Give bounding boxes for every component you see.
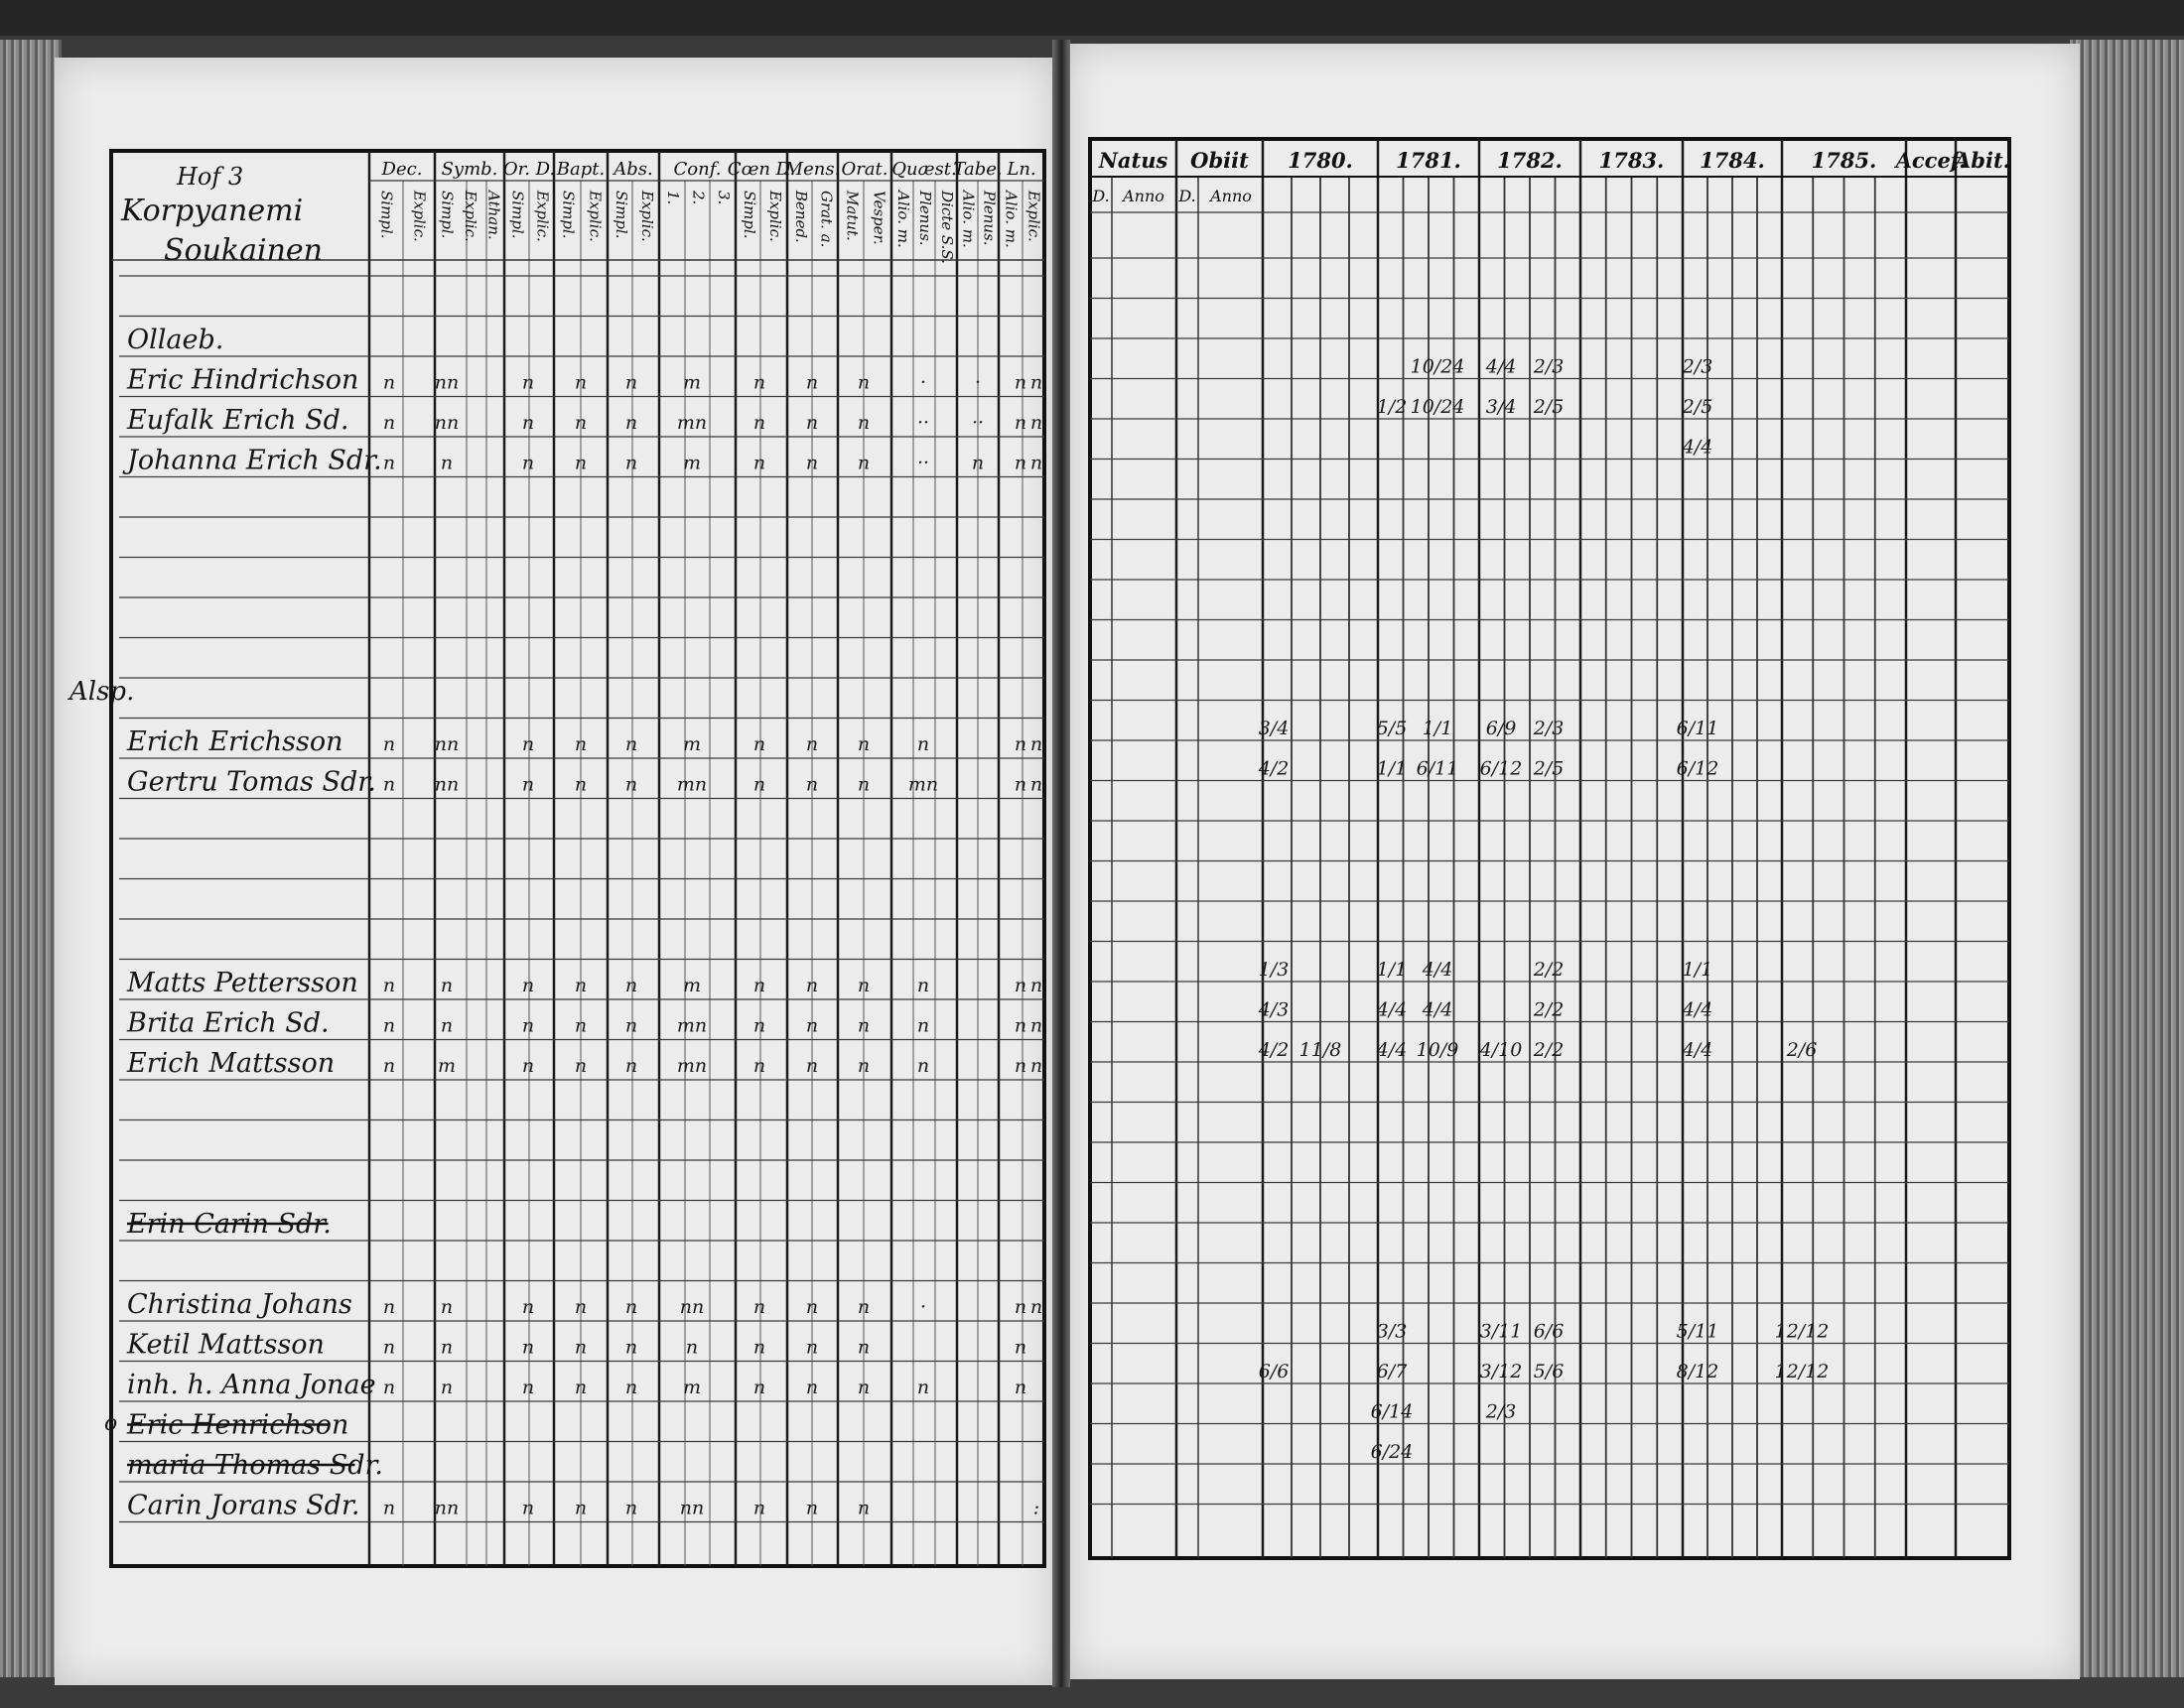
catechism-mark: ·· xyxy=(971,412,985,434)
right-column-header: 1781. xyxy=(1396,148,1461,173)
year-entry: 4/4 xyxy=(1376,998,1408,1021)
catechism-mark: n xyxy=(752,1296,766,1318)
catechism-mark: m xyxy=(682,975,702,996)
catechism-mark: n xyxy=(857,1336,871,1359)
year-entry: 2/2 xyxy=(1533,1039,1565,1061)
year-entry: 3/12 xyxy=(1479,1361,1523,1382)
catechism-mark: nn xyxy=(434,412,460,434)
person-name: Ollaeb. xyxy=(127,325,224,355)
year-entry: 12/12 xyxy=(1774,1320,1830,1343)
catechism-mark: n xyxy=(857,1014,871,1037)
year-entry: 6/14 xyxy=(1370,1400,1414,1423)
column-header-sub: Plenus. xyxy=(980,191,999,246)
catechism-mark: n xyxy=(857,1377,871,1398)
person-name: Johanna Erich Sdr. xyxy=(127,445,382,476)
catechism-mark: n xyxy=(1014,975,1027,996)
year-entry: 4/4 xyxy=(1682,998,1713,1021)
catechism-mark: m xyxy=(682,1377,702,1398)
column-header-sub: Vesper. xyxy=(870,191,888,245)
right-column-header: Natus xyxy=(1098,148,1168,173)
catechism-mark: n xyxy=(857,452,871,474)
right-subheader: Anno xyxy=(1123,187,1164,205)
column-header-sub: Explic. xyxy=(638,191,656,242)
column-header-sub: Explic. xyxy=(1024,191,1043,242)
catechism-mark: n xyxy=(521,1497,535,1519)
catechism-mark: n xyxy=(1029,371,1043,394)
catechism-mark: n xyxy=(805,1055,819,1077)
catechism-mark: n xyxy=(382,1296,396,1318)
year-entry: 4/4 xyxy=(1422,998,1453,1021)
year-entry: 2/3 xyxy=(1682,355,1713,378)
column-header-top: Bapt. xyxy=(556,159,606,180)
catechism-mark: n xyxy=(574,733,588,755)
column-header-top: Or. D. xyxy=(502,159,556,180)
catechism-mark: mn xyxy=(676,773,708,796)
person-name: Erich Erichsson xyxy=(127,726,343,757)
right-subheader: D. xyxy=(1092,187,1110,205)
right-column-header: 1783. xyxy=(1598,148,1665,173)
year-entry: 4/4 xyxy=(1485,355,1517,378)
catechism-mark: n xyxy=(382,412,396,434)
year-entry: 5/11 xyxy=(1676,1320,1719,1343)
catechism-mark: n xyxy=(752,1336,766,1359)
catechism-mark: n xyxy=(574,1014,588,1037)
catechism-mark: n xyxy=(971,452,985,474)
catechism-mark: n xyxy=(382,452,396,474)
year-entry: 2/5 xyxy=(1682,396,1713,418)
person-name: Erich Mattsson xyxy=(127,1048,336,1079)
catechism-mark: n xyxy=(805,1296,819,1318)
catechism-mark: n xyxy=(685,1336,699,1359)
catechism-mark: mn xyxy=(676,1055,708,1077)
catechism-mark: n xyxy=(574,1296,588,1318)
column-header-sub: Explic. xyxy=(586,191,605,242)
catechism-mark: n xyxy=(521,1377,535,1398)
catechism-mark: n xyxy=(916,1377,930,1398)
catechism-mark: n xyxy=(752,975,766,996)
year-entry: 6/11 xyxy=(1416,757,1459,780)
person-name: Erin Carin Sdr. xyxy=(127,1209,332,1240)
catechism-mark: n xyxy=(1029,733,1043,755)
column-header-sub: Simpl. xyxy=(741,191,758,239)
catechism-mark: n xyxy=(857,371,871,394)
catechism-mark: n xyxy=(1014,773,1027,796)
catechism-mark: n xyxy=(752,371,766,394)
year-entry: 3/11 xyxy=(1479,1320,1523,1343)
catechism-mark: m xyxy=(437,1055,457,1077)
catechism-mark: n xyxy=(624,412,638,434)
column-header-sub: Explic. xyxy=(766,191,784,242)
catechism-mark: n xyxy=(805,733,819,755)
catechism-mark: n xyxy=(1029,975,1043,996)
title-line-3: Soukainen xyxy=(164,233,323,268)
year-entry: 4/4 xyxy=(1422,959,1453,981)
column-header-sub: Explic. xyxy=(533,191,552,242)
catechism-mark: · xyxy=(919,371,927,394)
year-entry: 8/12 xyxy=(1676,1361,1719,1382)
catechism-mark: n xyxy=(1014,412,1027,434)
catechism-mark: n xyxy=(805,371,819,394)
column-header-sub: 2. xyxy=(689,191,708,205)
catechism-mark: n xyxy=(805,1377,819,1398)
year-entry: 4/4 xyxy=(1376,1039,1408,1061)
catechism-mark: nn xyxy=(434,773,460,796)
year-entry: 2/3 xyxy=(1533,718,1565,739)
catechism-mark: n xyxy=(382,1377,396,1398)
margin-note-o: o xyxy=(104,1411,118,1436)
year-entry: 10/24 xyxy=(1410,396,1465,418)
column-header-top: Abs. xyxy=(614,159,653,180)
catechism-mark: n xyxy=(805,1336,819,1359)
column-header-sub: Alio. m. xyxy=(959,191,978,248)
year-entry: 1/3 xyxy=(1258,959,1290,981)
column-header-sub: Simpl. xyxy=(377,191,396,239)
right-subheader: Anno xyxy=(1210,187,1252,205)
catechism-mark: n xyxy=(574,1497,588,1519)
column-header-sub: Plenus. xyxy=(916,191,934,246)
year-entry: 1/1 xyxy=(1682,959,1713,981)
catechism-mark: n xyxy=(574,1377,588,1398)
year-entry: 6/7 xyxy=(1376,1361,1408,1382)
year-entry: 10/9 xyxy=(1416,1039,1459,1061)
catechism-mark: n xyxy=(1029,412,1043,434)
catechism-mark: n xyxy=(624,1377,638,1398)
catechism-mark: n xyxy=(574,371,588,394)
catechism-mark: m xyxy=(682,452,702,474)
column-header-sub: Simpl. xyxy=(438,191,457,239)
margin-note-alsp: Alsp. xyxy=(69,677,135,707)
right-column-header: 1785. xyxy=(1811,148,1877,173)
catechism-mark: n xyxy=(521,1014,535,1037)
catechism-mark: ·· xyxy=(916,452,930,474)
right-column-header: Obiit xyxy=(1190,148,1249,173)
column-header-sub: 3. xyxy=(715,191,734,205)
catechism-mark: n xyxy=(916,1014,930,1037)
catechism-mark: n xyxy=(1014,452,1027,474)
catechism-mark: n xyxy=(624,1497,638,1519)
person-name: inh. h. Anna Jonae xyxy=(127,1370,376,1400)
catechism-mark: n xyxy=(805,452,819,474)
catechism-mark: mn xyxy=(676,1014,708,1037)
catechism-mark: n xyxy=(857,412,871,434)
catechism-mark: n xyxy=(1029,1055,1043,1077)
year-entry: 2/6 xyxy=(1786,1039,1818,1061)
person-name: Eufalk Erich Sd. xyxy=(127,405,349,436)
year-entry: 4/2 xyxy=(1258,1039,1290,1061)
column-header-top: Orat. xyxy=(841,159,888,180)
catechism-mark: n xyxy=(382,975,396,996)
column-header-sub: Simpl. xyxy=(613,191,630,239)
catechism-mark: n xyxy=(382,733,396,755)
catechism-mark: n xyxy=(805,773,819,796)
catechism-mark: n xyxy=(857,1055,871,1077)
catechism-mark: m xyxy=(682,371,702,394)
year-entry: 6/12 xyxy=(1676,757,1719,780)
catechism-mark: n xyxy=(521,733,535,755)
catechism-mark: n xyxy=(805,1497,819,1519)
catechism-mark: · xyxy=(919,1296,927,1318)
catechism-mark: n xyxy=(857,733,871,755)
catechism-mark: n xyxy=(624,975,638,996)
catechism-mark: nn xyxy=(434,371,460,394)
right-column-header: Accef. xyxy=(1895,148,1967,173)
catechism-mark: n xyxy=(752,412,766,434)
catechism-mark: n xyxy=(624,1014,638,1037)
column-header-sub: Matut. xyxy=(843,191,862,241)
year-entry: 6/6 xyxy=(1533,1320,1565,1343)
catechism-mark: n xyxy=(574,773,588,796)
catechism-mark: n xyxy=(752,733,766,755)
catechism-mark: n xyxy=(382,1014,396,1037)
catechism-mark: n xyxy=(521,412,535,434)
year-entry: 3/3 xyxy=(1376,1320,1408,1343)
catechism-mark: n xyxy=(916,1055,930,1077)
catechism-mark: n xyxy=(440,1014,454,1037)
year-entry: 2/3 xyxy=(1533,355,1565,378)
catechism-marks xyxy=(383,372,1042,1519)
catechism-mark: n xyxy=(521,371,535,394)
column-header-sub: 1. xyxy=(663,191,682,205)
catechism-mark: nn xyxy=(434,1497,460,1519)
year-entry: 2/5 xyxy=(1533,757,1565,780)
catechism-mark: n xyxy=(1029,1014,1043,1037)
catechism-mark: nn xyxy=(679,1296,705,1318)
year-entry: 2/2 xyxy=(1533,998,1565,1021)
catechism-mark: n xyxy=(624,773,638,796)
year-entry: 6/24 xyxy=(1370,1441,1414,1463)
catechism-mark: n xyxy=(440,975,454,996)
catechism-mark: n xyxy=(382,1497,396,1519)
year-entry: 1/1 xyxy=(1376,959,1408,981)
year-entry: 1/1 xyxy=(1422,718,1453,739)
catechism-mark: n xyxy=(521,1055,535,1077)
year-entry: 6/11 xyxy=(1676,718,1719,739)
column-header-top: Dec. xyxy=(381,159,423,180)
catechism-mark: n xyxy=(1014,1296,1027,1318)
catechism-mark: n xyxy=(440,452,454,474)
year-entry: 12/12 xyxy=(1774,1361,1830,1382)
right-column-header: 1784. xyxy=(1700,148,1765,173)
catechism-mark: n xyxy=(857,975,871,996)
catechism-mark: n xyxy=(1014,1055,1027,1077)
catechism-mark: n xyxy=(752,1377,766,1398)
year-entry: 5/6 xyxy=(1533,1361,1565,1382)
catechism-mark: n xyxy=(574,1055,588,1077)
year-entry: 10/24 xyxy=(1410,355,1465,378)
column-header-sub: Explic. xyxy=(462,191,479,242)
year-entry: 6/12 xyxy=(1479,757,1523,780)
catechism-mark: n xyxy=(1014,1377,1027,1398)
catechism-mark: n xyxy=(624,1055,638,1077)
catechism-mark: n xyxy=(752,452,766,474)
catechism-mark: n xyxy=(624,371,638,394)
person-names xyxy=(122,325,383,1521)
right-column-header: 1782. xyxy=(1497,148,1563,173)
year-entries xyxy=(1258,356,1830,1464)
column-header-top: Symb. xyxy=(441,159,498,180)
year-entry: 4/2 xyxy=(1258,757,1290,780)
year-entry: 6/6 xyxy=(1258,1361,1290,1382)
column-header-sub: Alio. m. xyxy=(1002,191,1021,248)
catechism-mark: n xyxy=(1029,1296,1043,1318)
catechism-mark: n xyxy=(1014,733,1027,755)
catechism-mark: n xyxy=(752,1014,766,1037)
catechism-mark: n xyxy=(521,1296,535,1318)
year-entry: 11/8 xyxy=(1298,1039,1342,1061)
catechism-mark: n xyxy=(574,412,588,434)
right-column-header: Abit. xyxy=(1955,148,2010,173)
catechism-mark: m xyxy=(682,733,702,755)
column-header-top: Cœn D. xyxy=(727,159,796,180)
right-column-header: 1780. xyxy=(1288,148,1353,173)
column-header-sub: Simpl. xyxy=(559,191,578,239)
year-entry: 4/10 xyxy=(1479,1039,1523,1061)
catechism-mark: n xyxy=(382,1336,396,1359)
year-entry: 2/5 xyxy=(1533,396,1565,418)
column-header-top: Mens. xyxy=(784,159,841,180)
column-header-top: Ln. xyxy=(1007,159,1036,180)
column-header-sub: Bened. xyxy=(791,191,810,243)
title-line-1: Hof 3 xyxy=(177,163,244,191)
person-name: maria Thomas Sdr. xyxy=(127,1450,384,1481)
year-entry: 1/2 xyxy=(1376,396,1408,418)
year-entry: 5/5 xyxy=(1376,718,1408,739)
right-table-border xyxy=(1090,139,2009,1558)
catechism-mark: n xyxy=(1014,371,1027,394)
catechism-mark: n xyxy=(382,1055,396,1077)
right-subheader: D. xyxy=(1178,187,1196,205)
catechism-mark: n xyxy=(382,773,396,796)
catechism-mark: ·· xyxy=(916,412,930,434)
catechism-mark: n xyxy=(624,452,638,474)
catechism-mark: n xyxy=(1014,1336,1027,1359)
catechism-mark: n xyxy=(624,1296,638,1318)
catechism-mark: n xyxy=(521,975,535,996)
catechism-mark: n xyxy=(916,733,930,755)
person-name: Gertru Tomas Sdr. xyxy=(127,766,376,798)
catechism-mark: n xyxy=(916,975,930,996)
catechism-mark: n xyxy=(440,1336,454,1359)
catechism-mark: n xyxy=(752,1055,766,1077)
catechism-mark: n xyxy=(521,773,535,796)
title-line-2: Korpyanemi xyxy=(121,194,304,228)
column-header-sub: Grat. a. xyxy=(817,191,836,248)
column-header-sub: Simpl. xyxy=(508,191,527,239)
column-header-top: Conf. xyxy=(673,159,722,180)
catechism-mark: nn xyxy=(434,733,460,755)
catechism-mark: n xyxy=(1029,452,1043,474)
catechism-mark: n xyxy=(752,773,766,796)
right-page-table xyxy=(1090,139,2009,1558)
catechism-mark: n xyxy=(624,1336,638,1359)
catechism-mark: n xyxy=(805,975,819,996)
person-name: Brita Erich Sd. xyxy=(127,1007,330,1039)
column-header-sub: Athan. xyxy=(484,191,503,240)
person-name: Matts Pettersson xyxy=(127,968,358,998)
catechism-mark: n xyxy=(805,412,819,434)
year-entry: 2/2 xyxy=(1533,959,1565,981)
catechism-mark: : xyxy=(1032,1497,1040,1519)
catechism-mark: n xyxy=(574,1336,588,1359)
catechism-mark: mn xyxy=(676,412,708,434)
column-header-sub: Alio. m. xyxy=(894,191,912,248)
catechism-mark: n xyxy=(624,733,638,755)
person-name: Eric Henrichson xyxy=(127,1409,349,1441)
person-name: Carin Jorans Sdr. xyxy=(127,1490,360,1521)
year-entry: 4/4 xyxy=(1682,1039,1713,1061)
year-entry: 6/9 xyxy=(1485,718,1517,739)
column-header-sub: Explic. xyxy=(410,191,429,242)
column-header-top: Quæst. xyxy=(891,159,957,180)
column-header-sub: Dicte S.S. xyxy=(938,191,956,264)
catechism-mark: n xyxy=(574,452,588,474)
catechism-mark: n xyxy=(1029,773,1043,796)
catechism-mark: n xyxy=(857,1497,871,1519)
catechism-mark: nn xyxy=(679,1497,705,1519)
catechism-mark: n xyxy=(440,1296,454,1318)
catechism-mark: · xyxy=(974,371,982,394)
catechism-mark: n xyxy=(521,1336,535,1359)
catechism-mark: n xyxy=(574,975,588,996)
column-header-top: Tabe. xyxy=(953,159,1003,180)
catechism-mark: n xyxy=(1014,1014,1027,1037)
person-name: Eric Hindrichson xyxy=(127,364,359,396)
year-entry: 2/3 xyxy=(1485,1400,1517,1423)
catechism-mark: n xyxy=(382,371,396,394)
year-entry: 4/4 xyxy=(1682,436,1713,459)
person-name: Ketil Mattsson xyxy=(127,1329,325,1361)
year-entry: 3/4 xyxy=(1258,718,1290,739)
year-entry: 3/4 xyxy=(1485,396,1517,418)
catechism-mark: n xyxy=(521,452,535,474)
year-entry: 1/1 xyxy=(1376,757,1408,780)
catechism-mark: n xyxy=(857,1296,871,1318)
year-entry: 4/3 xyxy=(1258,998,1290,1021)
catechism-mark: n xyxy=(805,1014,819,1037)
catechism-mark: n xyxy=(752,1497,766,1519)
catechism-mark: mn xyxy=(907,773,939,796)
person-name: Christina Johans xyxy=(127,1289,352,1320)
catechism-mark: n xyxy=(857,773,871,796)
catechism-mark: n xyxy=(440,1377,454,1398)
